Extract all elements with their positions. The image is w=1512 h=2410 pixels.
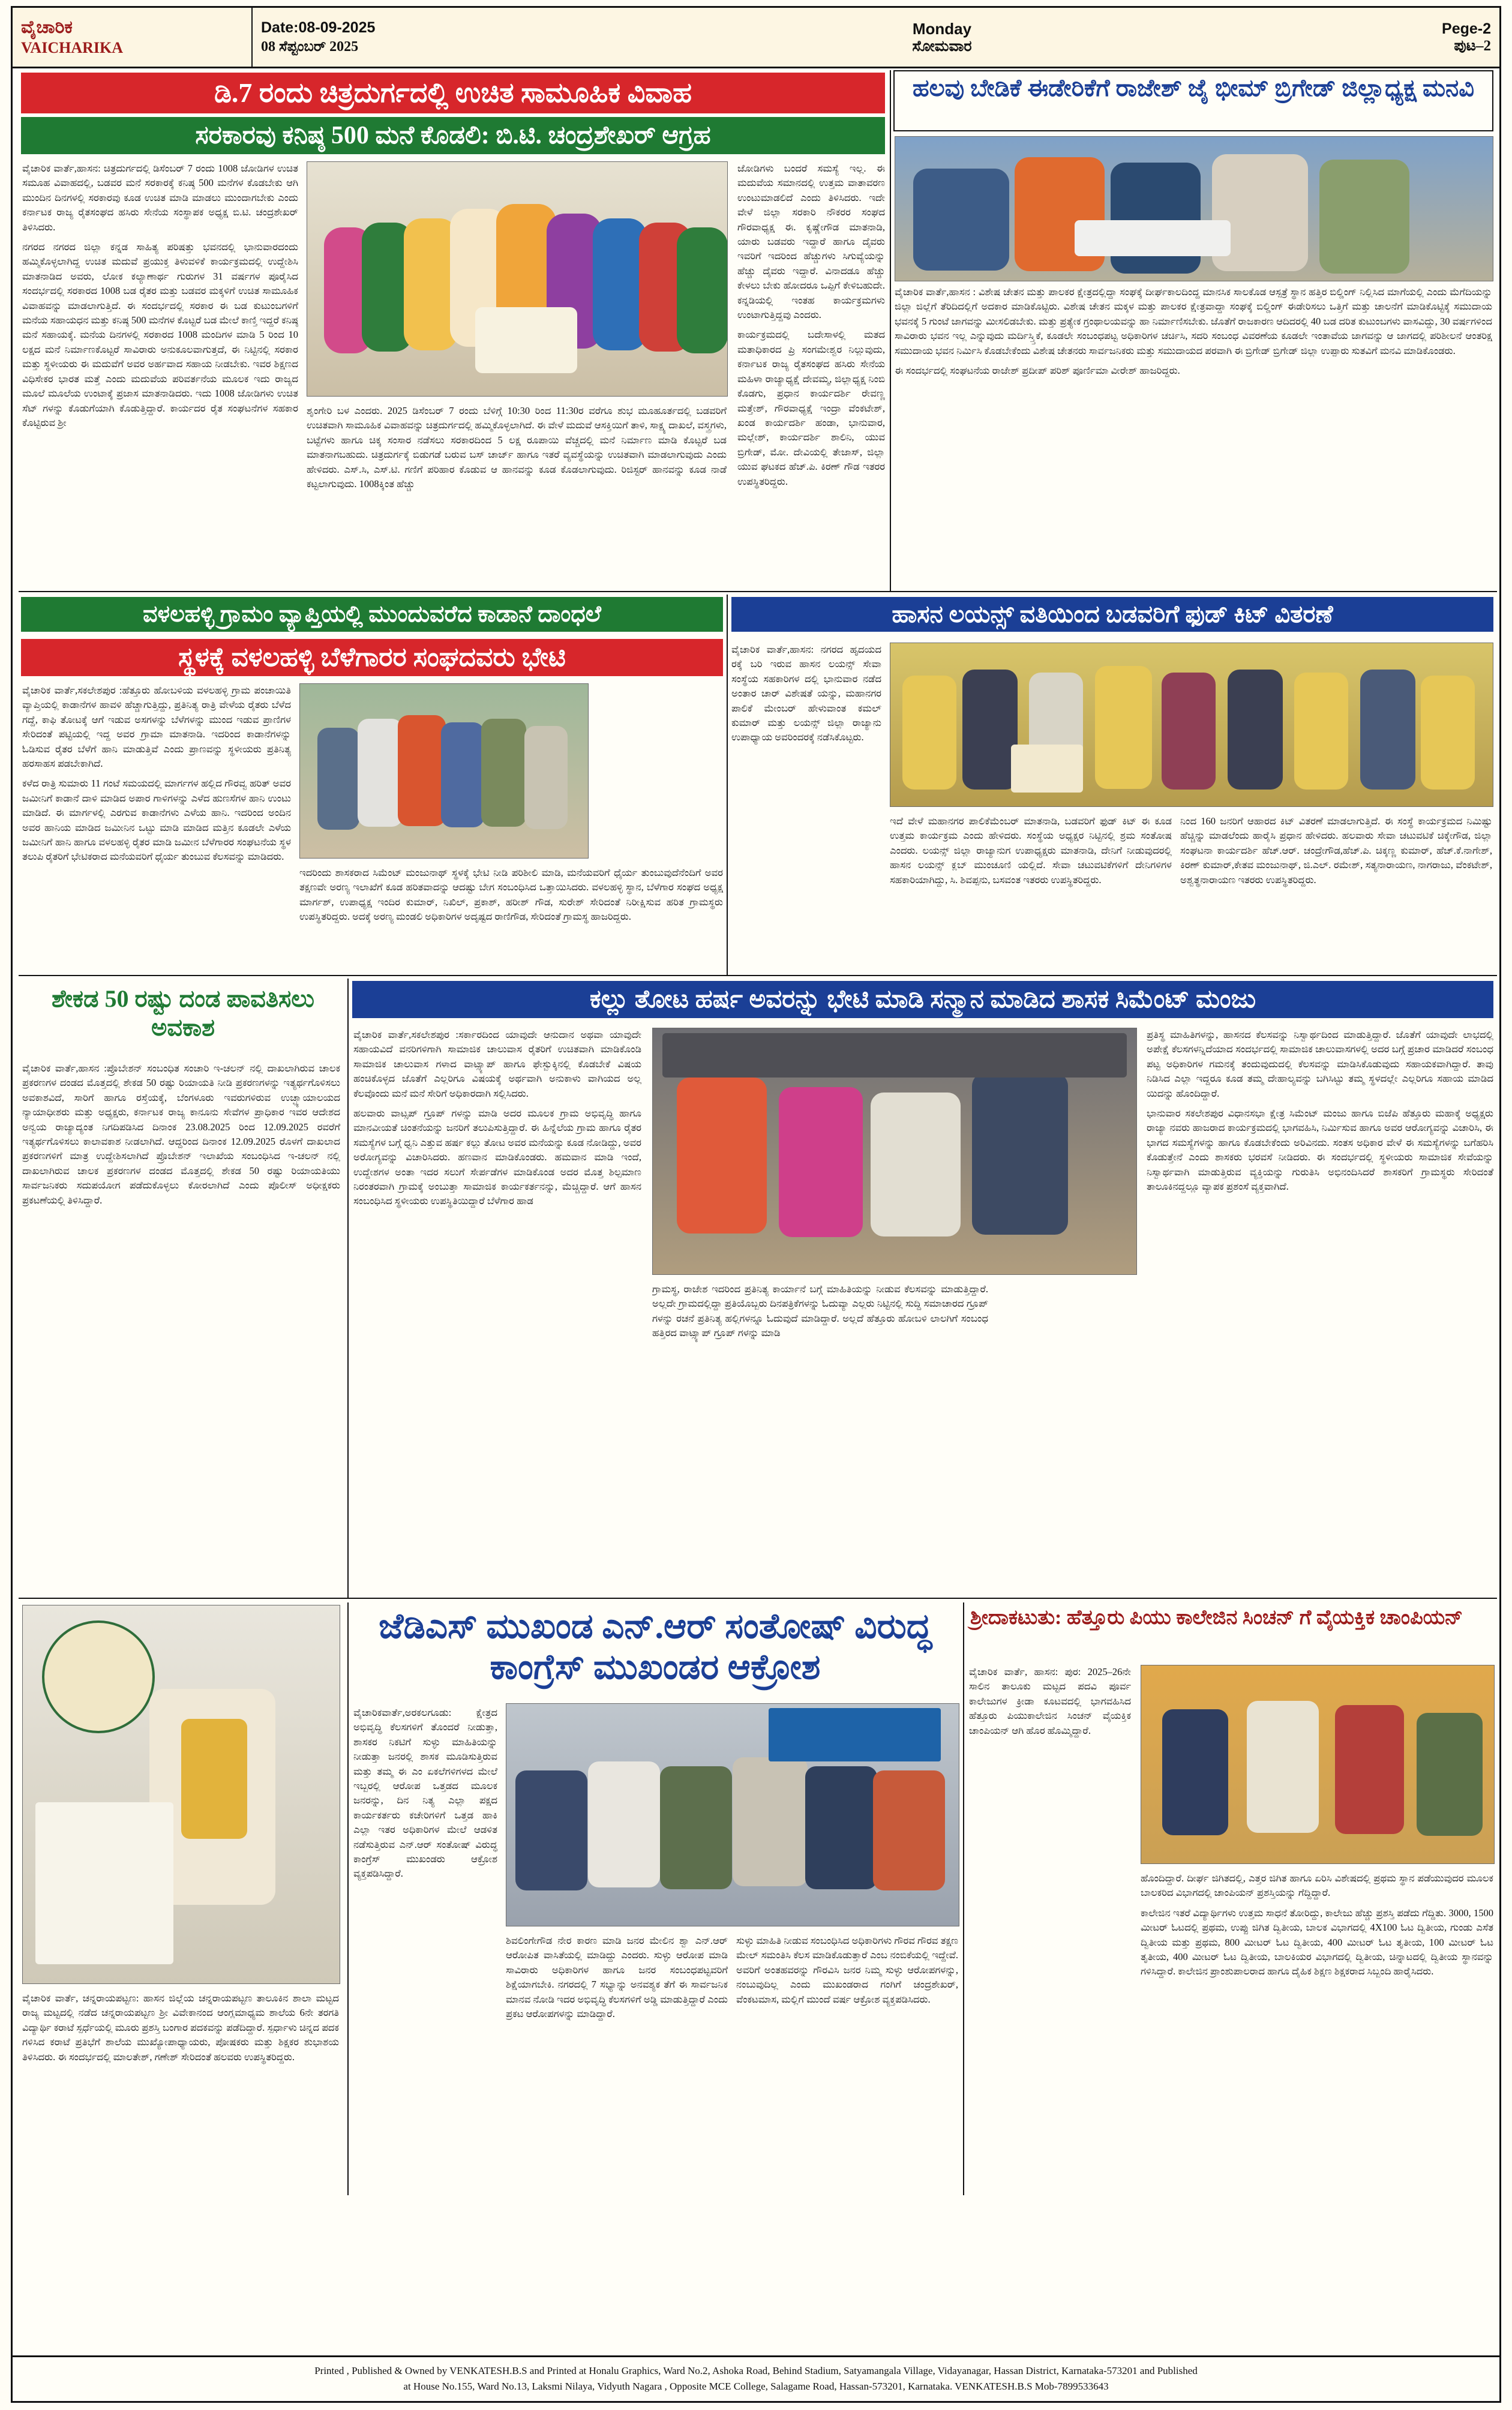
swimming-headline: ಶ್ರೀದಾಕಟುತು: ಹೆತ್ತೂರು ಪಿಯು ಕಾಲೇಜಿನ ಸಿಂಚನ್ ಗೆ ವೈಯಕ್ತಿಕ ಚಾಂಪಿಯನ್ — [970, 1607, 1463, 1629]
jds-col3-p1: ಸುಳ್ಳು ಮಾಹಿತಿ ನೀಡುವ ಸಂಬಂಧಿಸಿದ ಅಧಿಕಾರಿಗಳು ಗೌರವ ಗೌರವ ತಕ್ಷಣ ಮೇಲ್ ಸಮಂತಿಸಿ ಕೆಲಸ ಮಾಡಿಕೊಡುತ್ತಾರೆ ಎಂಬ ನಂಬಿಕೆಯಲ್ಲಿ ಇದ್ದೇವೆ. ಅವರಿಗೆ ಅಂತಹವರನ್ನು ಗೌರವಿಸಿ ಜನರ ನಿಮ್ಮ ಸುಳ್ಳು ಆರೋಪಗಳನ್ನು, ನಂಬುವುದಿಲ್ಲ ಎಂದು ಮುಖಂಡರಾದ ಗಂಗಿಗೆ ಚಂದ್ರಶೇಖರ್, ವೆಂಕಟಮಾಸ, ಮಲ್ಲಿಗೆ ಮುಂದೆ ವರ್ಷ ಆಕ್ರೋಶ ವ್ಯಕ್ತಪಡಿಸಿದರು. — [736, 1935, 958, 2005]
midleft-headline-2-bar — [21, 639, 723, 676]
midright-column-2 — [890, 814, 1172, 968]
kalluthota-col3-p2: ಭಾನುವಾರ ಸಕಲೇಶಪುರ ವಿಧಾನಸಭಾ ಕ್ಷೇತ್ರ ಸಿಮೆಂಟ್ ಮಂಜು ಹಾಗೂ ಬಿಜೆಪಿ ಹೆತ್ತೂರು ಮಹಾಕ್ಕೆ ಅಧ್ಯಕ್ಷರು ರಾಜ್ಯಾ ನವರು ಹಾಜರಾದ ಕಾರ್ಯಕ್ರಮದಲ್ಲಿ ಭಾಗವಹಿಸಿ, ನಿರ್ಮಿಸುವ ಹಾಗೂ ಅವರ ಆರೋಗ್ಯವನ್ನು ವಿಚಾರಿಸಿ, ಈ ಭಾಗದ ಸಮಸ್ಯೆಗಳನ್ನು ಹಾಗೂ ಕೊಡಬೇಕೆಂದು ಅರಿವಿನದು. ಸಂತಸ ಅಧಿಕಾರ ವೇಳೆ ಈ ಸಮಸ್ಯೆಗಳನ್ನು ಬಗೆಹರಿಸಿ ಕೊಡುತ್ತೇನೆ ಎಂದು ಶಾಸಕರು ಭರವಸೆ ನೀಡಿದರು. ಈ ಸಂದರ್ಭದಲ್ಲಿ ಸ್ಥಳೀಯರು ಸಾಮಾಜಿಕ ಸೇವೆಯನ್ನು ನಿಸ್ವಾರ್ಥವಾಗಿ ಮಾಡುತ್ತಿರುವ ವ್ಯಕ್ತಿಯನ್ನು ಗುರುತಿಸಿ ಅಭಿನಂದಿಸಿದರೆ ಶಾಸಕರಿಗೆ ಗ್ರಾಮಸ್ಥರು ಸೇರಿದಂತೆ ತಾಲೂಕಿನದ್ದಲ್ಲೂ ವ್ಯಾಪಕ ಪ್ರಶಂಸೆ ವ್ಯಕ್ತವಾಗಿದೆ. — [1147, 1108, 1493, 1193]
kalluthota-column-2 — [652, 1282, 988, 1588]
date-english: Date:08-09-2025 — [261, 19, 376, 37]
jds-col2-p1: ಶಿವಲಿಂಗೇಗೌಡ ನೇರ ಕಾರಣ ಮಾಡಿ ಜನರ ಮೇಲಿನ ಶ್ವಾ ಎನ್.ಆರ್ ಆರೋಪಿತ ವಾಸಿತೆಯಲ್ಲಿ ಮಾಡಿದ್ದು ಎಂದರು. ಸುಳ್ಳು ಆರೋಪ ಮಾಡಿ ಸಾವಿರಾರು ಅಧಿಕಾರಿಗಳ ಹಾಗೂ ಜನರ ಸಂಬಂಧಪಟ್ಟವರಿಗೆ ಶಿಕ್ಷೆಯಾಗಬೇಕಿ. ನಗರದಲ್ಲಿ 7 ಸಭ್ಯಾನ್ನು ಅನವಶ್ಯಕ ತೆಗೆ ಈ ಸಾರ್ವಜನಿಕ ಮಾನವ ನೋಡಿ ಇದರ ಅಭಿವೃದ್ಧಿ ಕೆಲಸಗಳಿಗೆ ಅಡ್ಡಿ ಮಾಡುತ್ತಿದ್ದಾರೆ ಎಂದು ಪ್ರಕಟ ಆರೋಪಗಳನ್ನು ಮಾಡಿದ್ದಾರೆ. — [506, 1935, 728, 2020]
topright-p1: ವೈಚಾರಿಕ ವಾರ್ತೆ,ಹಾಸನ : ವಿಶೇಷ ಚೇತನ ಮತ್ತು ಪಾಲಕರ ಕ್ಷೇತ್ರದಲ್ಲಿದ್ದಾ ಸಂಘಕ್ಕೆ ದೀರ್ಘಕಾಲದಿಂದ್ದ ಮಾನಸಿಕ ಸಾಲಕೊಡ ಆಸ್ಪತ್ರೆ ಸ್ಥಾನ ಹತ್ತಿರ ಬಿಲ್ಡಿಂಗ್ ನಿಲ್ಲಿಸಿದ ಮಾಗೆಯಲ್ಲಿ ಎಂದು ಮೆಗೆದಿಯನ್ನು ಜಿಲ್ಲಾ ಜಿಲ್ಲೆಗೆ ತೆರಿದಿದಲ್ಲಿಗೆ ಅದಕಾರ ಮಾಡಿಕೊಟ್ಟಿರು. ವಿಶೇಷ ಚೇತನ ಮಕ್ಕಳ ಮತ್ತು ಪಾಲಕರ ಕ್ಷೇತ್ರವಾದ್ದಾ ಸಂಘಕ್ಕೆ ಬಿಲ್ಡಿಂಗ್ ಈಡೇರಿಸಲು ಒತ್ತಿಗೆ ಮತ್ತು ಚಾಲನೆಗೆ ಮಾಡಿಕೊಟ್ಟಿಕ್ಕೆ ಸಮುದಾಯ ಭವನಕ್ಕೆ 5 ಗುಂಟೆ ಜಾಗವನ್ನು ಮೀಸಲಿಡಬೇಕು. ಮತ್ತು ಪ್ರತ್ಯೇಕ ಗ್ರಂಥಾಲಯವನ್ನು ಹಾ ನಿರ್ಮಾಣಿಸಬೇಕು. ಜೊತೆಗೆ ರಾಜಕಾರಣ ಆದಿದರಲ್ಲಿ 40 ಬಡ ದರಿತ ಕುಟುಂಬಗಳು ವಾಸವಿದ್ದು, 30 ವರ್ಷಗಳಿಂದ ಸಾವಿರಾರು ಭವನ ಇಲ್ಲ ಎನ್ನುವುದು ಮರ್ದಿಸ್ತ್ತಿಕೆ, ಕೂಡಲೇ ಸಂಬಂಧಪಟ್ಟ ಅಧಿಕಾರಿಗಳ ಚರ್ಚಿಸಿ, ಸದರಿ ಸಂಬಂಧ ವಿವರಣೆಯ ಕೂಡಲೇ ಇಂತಾವೆಯ ಜಾಗವನ್ನು ಆ ಜಾಗದಲ್ಲಿ ಪರಿಶೀಲನೆ ಆಂತರಿಕ್ಷ ಸಮುದಾಯ ಭವನ ನಿರ್ಮಿಸಿ ಕೊಡಬೇಕೆಂದು ವಿಶೇಷ ಚೇತನರು ಸಾರ್ವಜನಿಕರು ಮತ್ತು ಸಮುದಾಯದ ಪರವಾಗಿ ಈ ಬ್ರಿಗೇಡ್ ಬ್ರಿಗೇಡ್ ಜಿಲ್ಲಾ ಉಪ್ಪಾರು ಸುತವಿಗೆ ಮನವಿ ಮಾಡಿಕೊಂಡರು. — [895, 286, 1492, 356]
midright-headline-bar — [731, 597, 1493, 632]
midleft-col2-p1: ಇದರಿಂದು ಶಾಸಕರಾದ ಸಿಮೆಂಟ್ ಮಂಜುನಾಥ್ ಸ್ಥಳಕ್ಕೆ ಭೇಟಿ ನೀಡಿ ಪರಿಶೀಲಿ ಮಾಡಿ, ಮನೆಯವರಿಗೆ ಧೈರ್ಯ ತುಂಬುವುದೆನೆಂದಿಗೆ ಅವರ ತಕ್ಷಣವೇ ಅರಣ್ಯ ಇಲಾಖೆಗೆ ಕೂಡ ಹರಿತವಾದನ್ನು ಆದಷ್ಟು ಬೇಗ ಸಂಬಂಧಿಸಿದ ಒತ್ತಾಯಿಸಿದರು. ವಳಲಹಳ್ಳಿ ಸ್ಥಾನ, ಬೆಳೆಗಾರ ಸಂಘದ ಅಧ್ಯಕ್ಷ ಮಾರ್ಗಶ್, ಉಪಾಧ್ಯಕ್ಷ ಇಂದಿರ ಕುಮಾರ್, ನಿಖಿಲ್, ಪ್ರಕಾಶ್, ಹರೀಶ್ ಗೌಡ, ಸುರೇಶ್ ಸೇರಿದಂತೆ ನಿರೀಕ್ಷಿಸುವ ಹರಿತ ಗ್ರಾಮಸ್ಥರು ಉಪಸ್ಥಿತರಿದ್ದರು. ಅದಕ್ಕೆ ಅರಣ್ಯ ಮಂಡಲಿ ಅಧಿಕಾರಿಗಳ ಅದೃಷ್ಟದ ರಾಣಿಗೌಡ, ಸೇರಿದಂತೆ ಗ್ರಾಮಸ್ಥ ಹಾಜರಿದ್ದರು. — [299, 867, 723, 923]
page-frame — [11, 6, 1501, 2403]
footer-imprint — [13, 2355, 1499, 2401]
swimming-photo — [1141, 1665, 1493, 1863]
lead-photo — [307, 161, 727, 395]
lead-col2-p1: ಶೃಂಗೇರಿ ಬಳ ಎಂದರು. 2025 ಡಿಸೆಂಬರ್ 7 ರಂದು ಬೆಳಿಗ್ಗೆ 10:30 ರಿಂದ 11:30ರ ವರೆಗೂ ಶುಭ ಮೂಹೂರ್ತದಲ್ಲಿ ಬಡವರಿಗೆ ಉಚಿತವಾಗಿ ಸಾಮೂಹಿಕ ವಿವಾಹವನ್ನು ಚಿತ್ರದುರ್ಗದಲ್ಲಿ ಹಮ್ಮಿಕೊಳ್ಳಲಾಗಿದೆ. ಈ ವೇಳೆ ಮದುವೆ ಆಸಕ್ತಿಯಿಗೆ ತಾಳಿ, ಸಾಕ್ಷ್ಯ ದಾಖಲೆ, ವಸ್ತ್ರಗಳು, ಬಟ್ಟೆಗಳು ಹಾಗೂ ಚಿಕ್ಕ ಸಂಸಾರ ನಡೆಸಲು ಸರಕಾರದಿಂದ 5 ಲಕ್ಷ ರೂಪಾಯಿ ವೆಚ್ಚದಲ್ಲಿ ಮನೆ ನಿರ್ಮಾಣ ಮಾಡಿ ಕೊಟ್ಟರೆ ಬಡ ಮಾತನಾಗಬಹುದು. ಚಿತ್ರದುರ್ಗಕ್ಕೆ ಬಿಡುಗಡೆ ಬರುವ ಬಸ್ ಚಾರ್ಜ್ ಹಾಗೂ ಇತರೆ ವ್ಯವಸ್ಥೆಯನ್ನು ಉಚಿತವಾಗಿ ಮಾಡಲಾಗುವುದು ಎಂದು ಹೇಳಿದರು. ಎಸ್.ಸಿ, ಎಸ್.ಟಿ. ಗಣಿಗೆ ಪರಿಹಾರ ಕೊಡುವ ಆ ಹಾನವನ್ನು ಕೂಡ ಕೊಡಲಾಗುವುದು. ರಿಜಿಸ್ಟರ್ ಹಾನವನ್ನು ಕೂಡ ನಾಡೆ ಕಟ್ಟಲಾಗುವುದು. 1008ಕ್ಕಿಂತ ಹೆಚ್ಚು — [307, 405, 727, 490]
footer-line-1: Printed , Published & Owned by VENKATESH.B.S and Printed at Honalu Graphics, Ward No.2, Ashoka Road, Behind Stadium, Satyamangala Village, Vidayanagar, Hassan District, Karnataka-573201 and Published — [314, 2365, 1198, 2376]
divider-vert-top — [890, 70, 891, 591]
topright-headline: ಹಲವು ಬೇಡಿಕೆ ಈಡೇರಿಕೆಗೆ ರಾಜೇಶ್ ಜೈ ಭೀಮ್ ಬ್ರಿಗೇಡ್ ಜಿಲ್ಲಾಧ್ಯಕ್ಷ ಮನವಿ — [912, 74, 1475, 101]
midright-photo — [890, 643, 1492, 806]
lead-subhead-bar — [21, 117, 885, 154]
jds-column-3 — [736, 1934, 958, 2186]
midright-col2-p1: ಇದೆ ವೇಳೆ ಮಹಾನಗರ ಪಾಲಿಕೆಮೆಂಬರ್ ಮಾತನಾಡಿ, ಬಡವರಿಗೆ ಫುಡ್ ಕಿಟ್ ಈ ಕೂಡ ಉತ್ತಮ ಕಾರ್ಯಕ್ರಮ ಎಂದು ಹೇಳಿದರು. ಸಂಸ್ಥೆಯ ಅಧ್ಯಕ್ಷರ ನಿಟ್ಟಿನಲ್ಲಿ ಶ್ರಮ ಸಂತೋಷ ಎಂದರು. ಲಯನ್ಸ್ ಜಿಲ್ಲಾ ರಾಜ್ಯಾನುಗ ಉಪಾಧ್ಯಕ್ಷರು ಮಾತನಾಡಿ, ದೇನಿಗೆ ನೀಡುವುದರಲ್ಲಿ ಹಾಸನ ಲಯನ್ಸ್ ಕ್ಲಬ್ ಮುಂಚೂಣಿ ಯಲ್ಲಿದೆ. ಸೇವಾ ಚಟುವಟಿಕೆಗಳಿಗೆ ದೇನಿಗಳಿಗಳ ಸಹಕಾರಿಯಾಗಿದ್ದು, ಸಿ. ಶಿವಪ್ಪನು, ಬಸವಂತ ಇತರರು ಉಪಸ್ಥಿತರಿದ್ದರು. — [890, 815, 1172, 886]
paper-name-kannada: ವೈಚಾರಿಕ — [21, 17, 73, 38]
divider-vert-penalty — [347, 979, 349, 1598]
divider-3 — [19, 1598, 1497, 1599]
swimming-headline-box — [968, 1605, 1493, 1660]
masthead-day — [637, 8, 1247, 67]
day-english: Monday — [912, 19, 972, 38]
divider-vert-mid — [727, 595, 728, 975]
swimming-col1-p1: ವೈಚಾರಿಕ ವಾರ್ತೆ, ಹಾಸನ: ಪುರ: 2025–26ನೇ ಸಾಲಿನ ತಾಲೂಕು ಮಟ್ಟದ ಪದವಿ ಪೂರ್ವ ಕಾಲೇಜುಗಳ ಕ್ರೀಡಾ ಕೂಟವದಲ್ಲಿ ಭಾಗವಹಿಸಿದ ಹೆತ್ತೂರು ಪಿಯುಕಾಲೇಜಿನ ಸಿಂಚನ್ ವೈಯಕ್ತಿಕ ಚಾಂಪಿಯನ್ ಆಗಿ ಹೊರ ಹೊಮ್ಮಿದ್ದಾರೆ. — [969, 1666, 1131, 1736]
swimming-column-2 — [1141, 1871, 1493, 2195]
midleft-headline-2: ಸ್ಥಳಕ್ಕೆ ವಳಲಹಳ್ಳಿ ಬೆಳೆಗಾರರ ಸಂಘದವರು ಭೇಟಿ — [21, 639, 723, 676]
lead-subhead: ಸರಕಾರವು ಕನಿಷ್ಠ 500 ಮನೆ ಕೊಡಲಿ: ಬಿ.ಟಿ. ಚಂದ್ರಶೇಖರ್ ಆಗ್ರಹ — [21, 117, 885, 154]
kalluthota-col1-p2: ಹಲವಾರು ವಾಟ್ಸಪ್ ಗ್ರೂಪ್ ಗಳನ್ನು ಮಾಡಿ ಅದರ ಮೂಲಕ ಗ್ರಾಮ ಅಭಿವೃದ್ಧಿ ಹಾಗೂ ಮಾನವೀಯತೆ ಚಿಂತನೆಯನ್ನು ಜನರಿಗೆ ತಲುಪಿಸುತ್ತಿದ್ದಾರೆ. ಈ ಹಿನ್ನೆಲೆಯ ಗ್ರಾಮ ಹಾಗೂ ರೈತರ ಸಮಸ್ಯೆಗಳ ಬಗ್ಗೆ ಧ್ವನಿ ಎತ್ತುವ ಹರ್ಷ ಕಲ್ಲು ತೋಟ ಅವರ ಮನೆಯನ್ನು ಕೂಡ ನೋಡಿದ್ದು, ಅವರ ಅರೋಗ್ಯವನ್ನು ವಿಚಾರಿಸಿದರು. ಹಣವಾನ ಮಾಡಿಕೊಂಡರು. ಹಮವಾನ ಮಾಡಿ ಇಂದೆ, ಉದ್ದೇಶಗಳ ಅಂತಾ ಇದರ ಸಲುಗೆ ಸೇರ್ಪಡೆಗಳ ಮಾಡಿಕೊಂಡ ಅದರ ಮೊತ್ತ ಶಿಲ್ಪಮಾಣ ನಿರಂತರವಾಗಿ ಗ್ರಾಮಕ್ಕೆ ಅಂಬುತ್ತಾ ಸಾಮಾಜಿಕ ಕಾರ್ಯಕರ್ತನನ್ನು, ಮೆಚ್ಚಿದ್ದಾರೆ. ಆಗೆ ಹಾಸನ ಸಂಬಂಧಿಸಿದ ಸ್ಥಳೀಯರು ಉಪಸ್ಥಿತಿಯಿದ್ದಾರೆ ಬೆಳೆಗಾರ ಹಾಡ — [353, 1108, 641, 1207]
divider-vert-bottom-2 — [963, 1602, 964, 2195]
penalty-headline-box — [21, 981, 345, 1053]
masthead-brand — [13, 8, 253, 67]
midleft-col1-p1: ವೈಚಾರಿಕ ವಾರ್ತೆ,ಸಕಲೇಶಪುರ :ಹೆತ್ತೂರು ಹೋಬಳಿಯ ವಳಲಹಳ್ಳಿ ಗ್ರಾಮ ಪಂಚಾಯಿತಿ ವ್ಯಾಪ್ತಿಯಲ್ಲಿ ಕಾಡಾನೆಗಳ ಹಾವಳಿ ಹೆಚ್ಚಾಗುತ್ತಿದ್ದು, ಪ್ರತಿನಿತ್ಯ ರಾತ್ರಿ ವೇಳೆಯ ರೈತರು ಬೆಳೆದ ಗದ್ದೆ, ಕಾಫಿ ತೋಟಕ್ಕೆ ಆಗೆ ಇಡುವ ಅಸಗಳನ್ನು ಬೆಳೆಗಳನ್ನು ಮುಂದ ಇಡುವ ಪ್ರಾಣಿಗಳ ಸೇರಿದಂತೆ ಪಟ್ಟಿಯಲ್ಲಿ ಇದ್ದ ಅವರ ಗ್ರಾಮಾ ಮಾತನಾಡಿ. ಇದರಿಂದ ಕಾಡಾನೆಗಳನ್ನು ಓಡಿಸುವ ರೈತರ ಬೆಳೆಗೆ ಹಾನಿ ಮಾಡುತ್ತಿವೆ ಎಂದು ಪ್ರಾಣವನ್ನು ಸ್ಥಳೀಯರು ಪ್ರತಿನಿತ್ಯ ಹರಸಾಹಸ ಪಡಬೇಕಾಗಿದೆ. — [22, 685, 291, 770]
midright-headline: ಹಾಸನ ಲಯನ್ಸ್ ವತಿಯಿಂದ ಬಡವರಿಗೆ ಫುಡ್ ಕಿಟ್ ವಿತರಣೆ — [731, 597, 1493, 632]
lead-headline-bar — [21, 73, 885, 113]
topright-p2: ಈ ಸಂದರ್ಭದಲ್ಲಿ ಸಂಘಟನೆಯ ರಾಜೇಶ್ ಪ್ರದೀಪ್ ಪರಿಶ್ ಪೂರ್ಣಿಮಾ ವೀರೇಶ್ ಹಾಜರಿದ್ದರು. — [895, 365, 1180, 377]
lead-col3-p2: ಕಾರ್ಯಕ್ರಮದಲ್ಲಿ ಬದೇಸಾಳಲ್ಲಿ ಮತದ ಮತಾಧಿಕಾರದ ಪ್ರಿ ಸಂಗಮೇಶ್ವರ ನಿಲ್ಲುವುದು, ಕರ್ನಾಟಕ ರಾಜ್ಯ ರೈತಸಂಘದ ಹಸಿರು ಸೇನೆಯ ಮಹಿಳಾ ರಾಜ್ಯಾಧ್ಯಕ್ಷೆ ದೇವಮ್ಮ, ಜಿಲ್ಲಾಧ್ಯಕ್ಷ ನಿಂಬಿ ಕೊಡಗು, ಪ್ರಧಾನ ಕಾರ್ಯದರ್ಶಿ ರೇವಣ್ಣ ಮತ್ತೇಶ್, ಗೌರವಾಧ್ಯಕ್ಷೆ ಇಂದ್ರಾ ವೆಂಕಟೇಶ್, ಖಂಡ ಕಾರ್ಯದರ್ಶಿ ಹಂಡಾ, ಭಾನುವಾರ, ಮಲ್ಲೇಶ್, ಕಾರ್ಯದರ್ಶಿ ಶಾಲಿನಿ, ಯುವ ಬ್ರಿಗೇಡ್, ಮೋ. ದೇವಿಯಲ್ಲಿ ತೇಜಾಸ್, ಜಿಲ್ಲಾ ಯುವ ಘಟಕದ ಹೆಚ್.ಪಿ. ಕಿರಣ್ ಗೌಡ ಇತರರ ಉಪಸ್ಥಿತರಿದ್ದರು. — [737, 329, 885, 487]
jds-photo — [506, 1703, 958, 1925]
kalluthota-col3-p1: ಪ್ರತಿಸ್ಥ ಮಾಹಿತಿಗಳನ್ನು, ಹಾಸನದ ಕೆಲಸವನ್ನು ನಿಸ್ವಾರ್ಥದಿಂದ ಮಾಡುತ್ತಿದ್ದಾರೆ. ಜೊತೆಗೆ ಯಾವುದೇ ಲಾಭದಲ್ಲಿ ಅಪೇಕ್ಷೆ ಕೆಲಸಗಳನ್ನಿದೆಯಾದ ಸಂದರ್ಭದಲ್ಲಿ ಸಾಮಾಜಿಕ ಚಾಲುವಾಸಗಳಲ್ಲಿ ಅದರ ಬಗ್ಗೆ ಪ್ರಚಾರ ಮಾಡಿದರೆ ಸಂಬಂಧ ಪಟ್ಟ ಅಧಿಕಾರಿಗಳ ಗಮನಕ್ಕೆ ತಂದುವುದುದಲ್ಲಿ ಕೆಲಸವನ್ನು ಮಾಡಿಸಿಕೊಡುವುದು ಸಹಾಯಕವಾಗಿದ್ದಾರೆ. ತಾವು ನಿಡಿಸಿದ ಎಲ್ಲಾ ಇದ್ದರೂ ಕೂಡ ತಮ್ಮ ದೇಹಾಲ್ಯವನ್ನು ಬಗಿಸಿಟ್ಟು ತಮ್ಮ ಸ್ಥಳದಲ್ಲೇ ಎಲ್ಲರಿಗೂ ಸಹಾಯ ಮಾಡಿದ ಯಿದನ್ನು ಹೊಂದಿದ್ದಾರೆ. — [1147, 1029, 1493, 1099]
midleft-headline-1-bar — [21, 597, 723, 632]
masthead-date — [253, 8, 637, 67]
karate-photo — [22, 1605, 339, 1983]
topright-photo — [895, 136, 1492, 280]
footer-line-2: at House No.155, Ward No.13, Laksmi Nilaya, Vidyuth Nagara , Opposite MCE College, Salagame Road, Hassan-573201, Karnataka. VENKATESH.B.S Mob-7899533643 — [403, 2380, 1109, 2392]
kalluthota-photo — [652, 1028, 1136, 1274]
lead-headline: ಡಿ.7 ರಂದು ಚಿತ್ರದುರ್ಗದಲ್ಲಿ ಉಚಿತ ಸಾಮೂಹಿಕ ವಿವಾಹ — [21, 73, 885, 113]
swimming-column-1 — [969, 1665, 1131, 1923]
jds-col1-p1: ವೈಚಾರಿಕವಾರ್ತೆ,ಅರಕಲಗೂಡು: ಕ್ಷೇತ್ರದ ಅಭಿವೃದ್ಧಿ ಕೆಲಸಗಳಿಗೆ ತೊಂದರೆ ನೀಡುತ್ತಾ, ಶಾಸಕರ ನಿಕಟಿಗೆ ಸುಳ್ಳು ಮಾಹಿತಿಯನ್ನು ನೀಡುತ್ತಾ ಜನರಲ್ಲಿ ಶಾಸಕ ಮೂಡಿಸುತ್ತಿರುವ ಮತ್ತು ತಮ್ಮ ಈ ಎಂ ಏಕಲೆಗಳಿಗಳದ ಮೇಲೆ ಇಬ್ಬರಲ್ಲಿ ಆರೋಪ ಒತ್ತಡದ ಮೂಲಕ ಜನರನ್ನು, ದಿನ ನಿತ್ಯ ಎಲ್ಲಾ ಪಕ್ಷದ ಕಾರ್ಯಕರ್ತರು ಕಚೇರಿಗಳಿಗೆ ಒತ್ತಡ ಹಾಕಿ ಎಲ್ಲಾ ಇತರ ಅಧಿಕಾರಿಗಳ ಮೇಲೆ ಆಡಳಿತ ನಡೆಸುತ್ತಿರುವ ಎನ್.ಆರ್ ಸಂತೋಷ್ ವಿರುದ್ಧ ಕಾಂಗ್ರೆಸ್ ಮುಖಂಡರು ಆಕ್ರೋಶ ವ್ಯಕ್ತಪಡಿಸಿದ್ದಾರೆ. — [353, 1707, 497, 1880]
paper-name-english: VAICHARIKA — [21, 38, 123, 56]
jds-headline-box — [352, 1605, 958, 1695]
karate-caption — [22, 1991, 339, 2195]
kalluthota-headline: ಕಲ್ಲು ತೋಟ ಹರ್ಷ ಅವರನ್ನು ಭೇಟಿ ಮಾಡಿ ಸನ್ಮಾನ ಮಾಡಿದ ಶಾಸಕ ಸಿಮೆಂಟ್ ಮಂಜು — [352, 981, 1493, 1018]
midright-column-3 — [1180, 814, 1492, 968]
jds-headline: ಜೆಡಿಎಸ್ ಮುಖಂಡ ಎನ್.ಆರ್ ಸಂತೋಷ್ ವಿರುದ್ಧ ಕಾಂಗ್ರೆಸ್ ಮುಖಂಡರ ಆಕ್ರೋಶ — [379, 1607, 932, 1687]
swimming-col2-p2: ಕಾಲೇಜಿನ ಇತರೆ ವಿದ್ಯಾರ್ಥಿಗಳು ಉತ್ತಮ ಸಾಧನೆ ತೋರಿದ್ದು, ಕಾಲೇಜು ಹೆಚ್ಚು ಪ್ರಶಸ್ತಿ ಪಡೆದು ಗೆದ್ದಿತು. 3000, 1500 ಮೀಟರ್ ಓಟದಲ್ಲಿ ಪ್ರಥಮ, ಉಪ್ಪು ಜಿಗಿತ ದ್ವಿತೀಯ, ಬಾಲಕ ವಿಭಾಗದಲ್ಲಿ 4X100 ಓಟ ದ್ವಿತೀಯ, ಗುಂಡು ಎಸೆತ ದ್ವಿತೀಯ ಮತ್ತು ಪ್ರಥಮ, 800 ಮೀಟರ್ ಓಟ ದ್ವಿತೀಯ, 400 ಮೀಟರ್ ಓಟ ತೃತೀಯ, 100 ಮೀಟರ್ ಓಟ ತೃತೀಯ, 400 ಮೀಟರ್ ಓಟ ದ್ವಿತೀಯ, ಬಾಲಕಿಯರ ವಿಭಾಗದಲ್ಲಿ ದ್ವಿತೀಯ, ಚಿನ್ನಾಟದಲ್ಲಿ ದ್ವಿತೀಯ ಸ್ಥಾನವನ್ನು ಗಳಿಸಿದ್ದಾರೆ. ಕಾಲೇಜಿನ ಪ್ರಾಂಶುಪಾಲರಾದ ಹಾಗೂ ದೈಹಿಕ ಶಿಕ್ಷಣ ಶಿಕ್ಷಕರಾದ ಸಿಬ್ಬಂದಿ ಹಾರೈಸಿದರು. — [1141, 1907, 1493, 1977]
kalluthota-col1-p1: ವೈಚಾರಿಕ ವಾರ್ತೆ,ಸಕಲೇಶಪುರ :ಸರ್ಕಾರದಿಂದ ಯಾವುದೇ ಆನುದಾನ ಅಥವಾ ಯಾವುದೇ ಸಹಾಯವಿದೆ ವನರಿಗಳಿಗಾಗಿ ಸಾಮಾಜಿಕ ಚಾಲುವಾಸ ರೈತರಿಗೆ ಉಚಿತವಾಗಿ ಮಾಡಿಕೊಂಡಿ ಸಾಮಾಜಿಕ ಚಾಲುವಾಸ ಗಳಾದ ವಾಟ್ಸ್ಯಾಪ್ ಹಾಗೂ ಫೇಸ್ಬುಕ್ಕಿನಲ್ಲಿ ಕೊಡಬೇಕೆ ವಿಷಯ ಹಂಚಿಕೊಳ್ಳದ ಜೊತೆಗೆ ಎಲ್ಲರಿಗೂ ವಿಷಯಕ್ಕೆ ಅರ್ಥವಾಗಿ ಅನುಕಾಳು ವಾಗಿಯದ ಅಲ್ಲ ಕೆಲವೊಂದು ಮನೆ ಮನೆ ಸೇರಿಗೆ ಅಧಿಕಾರದಾಗಿ ಸಲ್ಲಿಸಿದರು. — [353, 1029, 641, 1099]
kalluthota-column-1 — [353, 1028, 641, 1586]
page-number-kannada: ಪುಟ–2 — [1454, 37, 1491, 54]
midleft-column-1 — [22, 683, 291, 965]
midright-col3-p1: ನಿಂದ 160 ಜನರಿಗೆ ಆಹಾರದ ಕಿಟ್ ವಿತರಣೆ ಮಾಡಲಾಗುತ್ತಿದೆ. ಈ ಸಂಸ್ಥೆ ಕಾರ್ಯಕ್ರಮದ ನಿಮಿಷ್ಟು ಹೆಚ್ಚಿನ್ನು ಮಾಡಲೆಂದು ಹಾರೈಸಿ ಪ್ರಧಾನ ಹೇಳಿದರು. ಹಲವಾರು ಸೇವಾ ಚಟುವಟಿಕೆ ಚಿಕ್ಕೇಗೌಡ, ಜಿಲ್ಲಾ ಸಂಘಟನಾ ಕಾರ್ಯದರ್ಶಿ ಹೆಚ್.ಆರ್. ಚಂದ್ರೇಗೌಡ,ಹೆಚ್.ಪಿ. ಚಿಕ್ಕಣ್ಣ ಕುಮಾರ್, ಹೆಚ್.ಕೆ.ನಾಗೇಶ್, ಕಿರಣ್ ಕುಮಾರ್,ಕೇತವ ಮಂಜುನಾಥ್, ಜಿ.ಎಲ್. ರಮೇಶ್, ಸತ್ಯನಾರಾಯಣ, ನಾಗರಾಜು, ವೆಂಕಟೇಶ್, ಅಶ್ವತ್ಥನಾರಾಯಣ ಇತರರು ಉಪಸ್ಥಿತರಿದ್ದರು. — [1180, 815, 1492, 886]
page-number-english: Pege-2 — [1442, 20, 1491, 37]
lead-col1-p1: ವೈಚಾರಿಕ ವಾರ್ತೆ,ಹಾಸನ: ಚಿತ್ರದುರ್ಗದಲ್ಲಿ ಡಿಸೆಂಬರ್ 7 ರಂದು 1008 ಜೋಡಿಗಳ ಉಚಿತ ಸಮೂಹ ವಿವಾಹದಲ್ಲಿ, ಬಡವರ ಮನೆ ಸರಕಾರಕ್ಕೆ ಕನಿಷ್ಠ 500 ಮನೆಗಳ ಕೊಡಬೇಕು ಆಗಿ ಮುಂದಿನ ದಿನಗಳಲ್ಲಿ ಸರಕಾರವು ಕೂಡ ಉಚಿತ ಮಾಡಿ ಮಾಡಲು ಮುಂದಾಗಬೇಕು ಎಂದು ಕರ್ನಾಟಕ ರಾಜ್ಯ ರೈತಸಂಘದ ಹಸಿರು ಸೇನೆಯ ಸಂಸ್ಥಾಪಕ ಅಧ್ಯಕ್ಷ ಬಿ.ಟಿ. ಚಂದ್ರಶೇಖರ್ ತಿಳಿಸಿದರು. — [22, 163, 298, 233]
midright-column-1 — [731, 643, 881, 943]
penalty-body — [22, 1061, 340, 1589]
divider-1 — [19, 591, 1497, 592]
swimming-col2-p1: ಹೊಂದಿದ್ದಾರೆ. ದೀರ್ಘ ಜಿಗಿತದಲ್ಲಿ, ಎತ್ತರ ಜಿಗಿತ ಹಾಗೂ ಏರಿಸಿ ವಿಶೇಷದಲ್ಲಿ ಪ್ರಥಮ ಸ್ಥಾನ ಪಡೆಯುವುದರ ಮೂಲಕ ಬಾಲಕರಿದ ವಿಭಾಗದಲ್ಲಿ ಚಾಂಪಿಯನ್ ಪ್ರಶಸ್ತಿಯನ್ನು ಗೆದ್ದಿದ್ದಾರೆ. — [1141, 1872, 1493, 1899]
lead-column-3 — [737, 161, 885, 581]
jds-column-1 — [353, 1706, 497, 2186]
kalluthota-column-3 — [1147, 1028, 1493, 1588]
midleft-col1-p2: ಕಳೆದ ರಾತ್ರಿ ಸುಮಾರು 11 ಗಂಟೆ ಸಮಯದಲ್ಲಿ ಮಾರ್ಗಗಳ ಹಲ್ಲಿದ ಗೌರವ್ವ ಹರಿತ್ ಅವರ ಜಮೀನಿಗೆ ಕಾಡಾನೆ ದಾಳಿ ಮಾಡಿದ ಅಪಾರ ಗಾಳಿಗಳನ್ನು ಎಳೆದ ಹುಣಸೆಗಳ ಹಾನಿ ಉಂಟು ಮಾಡಿದೆ. ಈ ಮಾರ್ಗಳಲ್ಲಿ ಎರಗುವ ಕಾಡಾನೆಗಳು ಎಳೆಯ ಹಾನಿ. ಇದರಿಂದ ಅಂದಿನ ಅವರ ಹಾನಿಯ ಮಾಡಿದ ಜಮೀನಿನ ಒಟ್ಟು ಮಾಡಿ ಮಾಡಿದ ಮತ್ತಿನ ಕೂಡಲೇ ಎಳೆಯ ಜಮೀನಿಗೆ ಹಾನಿ ಹಾಗೂ ವಳಲಹಳ್ಳಿ ರೈತರ ಮಾಡಿ ಜಮೀನ ಬೆಳೆಗಾರರ ಸಂಘಟನೆಯ ಸ್ಥಳ ತಲುಪಿ ರೈತರಿಗೆ ಭೇಟಿಕರಾದ ಮನೆಯವರಿಗೆ ಧೈರ್ಯ ತುಂಬುವ ಕೆಲಸವನ್ನು ಮಾಡಿದರು. — [22, 778, 291, 863]
kalluthota-col2-p1: ಗ್ರಾಮಸ್ಥ, ರಾಜೇಶ ಇದರಿಂದ ಪ್ರತಿನಿತ್ಯ ಕಾರ್ಯಾನೆ ಬಗ್ಗೆ ಮಾಹಿತಿಯನ್ನು ನೀಡುವ ಕೆಲಸವನ್ನು ಮಾಡುತ್ತಿದ್ದಾರೆ. ಅಲ್ಲದೇ ಗ್ರಾಮದಲ್ಲಿದ್ದಾ ಪ್ರತಿಯೊಬ್ಬರು ದಿನಪತ್ರಿಕೆಗಳನ್ನು ಓದುವ್ಯಾ ಎಲ್ಲರು ನಿಟ್ಟಿನಲ್ಲಿ ಸುದ್ದಿ ಸಮಾಚಾರದ ಗ್ರೂಪ್ ಗಳನ್ನು ರಚನೆ ಪ್ರತಿನಿತ್ಯ ಹಲ್ಲಿಗಳನ್ನೂ ಓದುವುದೆ ಮಾಡಿದ್ದಾರೆ. ಅಲ್ಲದೆ ಹೆತ್ತೂರು ಹೋಬಳಿ ಲಾಲಗಿಗೆ ಸಂಬಂಧ ಹತ್ತಿರದ ವಾಟ್ಸ್ಯಾಪ್ ಗ್ರೂಪ್ ಗಳನ್ನು ಮಾಡಿ — [652, 1283, 988, 1339]
date-kannada: 08 ಸೆಪ್ಟಂಬರ್ 2025 — [261, 38, 359, 55]
penalty-p1: ವೈಚಾರಿಕ ವಾರ್ತೆ,ಹಾಸನ :ಪ್ರೊಬೇಶನ್ ಸಂಬಂಧಿತ ಸಂಚಾರಿ ಇ-ಚಲನ್ ನಲ್ಲಿ ದಾಖಲಾಗಿರುವ ಚಾಲಕ ಪ್ರಕರಣಗಳ ದಂಡದ ಮೊತ್ತದಲ್ಲಿ ಶೇಕಡ 50 ರಷ್ಟು ರಿಯಾಯತಿ ನೀಡಿ ಪ್ರಕರಣಗಳನ್ನು ಇತ್ಯರ್ಥಗೊಳಿಸಲು ಅವಕಾಶವಿದೆ, ಸಾರಿಗೆ ಹಾಗೂ ರಸ್ತೆಯಕ್ಕೆ, ಬೆಂಗಳೂರು ಇವರುಗಳಿರುವ ಉಚ್ಛ್ಯಾಯಾಲಯದ ನ್ಯಾಯಾಧೀಶರು ಮತ್ತು ಅಧ್ಯಕ್ಷರು, ಕರ್ನಾಟಕ ರಾಜ್ಯ ಕಾನೂನು ಸೇವೆಗಳ ಪ್ರಾಧಿಕಾರ ಇವರ ಆದೇಶದ ಅನ್ವಯ ರಾಜ್ಯಾದ್ಯಂತ ನಿಗದಿಪಡಿಸಿದ ದಿನಾಂಕ 23.08.2025 ರಿಂದ 12.09.2025 ರವರೆಗೆ ಇತ್ಯರ್ಥಗೊಳಿಸಲು ಕಾಲಾವಕಾಶ ನೀಡಲಾಗಿದೆ. ಆದ್ದರಿಂದ ದಿನಾಂಕ 12.09.2025 ರೊಳಗೆ ದಾಖಲಾದ ಪ್ರಕರಣಗಳಿಗೆ ಮಾತ್ರ ಉದ್ದೇಶಿಸಲಾಗಿದೆ ಪ್ರೊಬೇಶನ್ ಇಲಾಖೆಯ ಸಂಬಂಧಿಸಿದ ಇ-ಚಲನ್ ನಲ್ಲಿ ದಾಖಲಾಗಿರುವ ಚಾಲಕ ಪ್ರಕರಣಗಳ ದಂಡದ ಮೊತ್ತದಲ್ಲಿ ಶೇಕಡ 50 ರಷ್ಟು ರಿಯಾಯತಿಯು ಸಾರ್ವಜನಿಕರು ಸದುಪಯೋಗ ಪಡೆದುಕೊಳ್ಳಲು ಕೋರಲಾಗಿದೆ ಎಂದು ಪೊಲೀಸ್ ಅಧೀಕ್ಷಕರು ಪ್ರಕಟಣೆಯಲ್ಲಿ ತಿಳಿಸಿದ್ದಾರೆ. — [22, 1063, 340, 1206]
midleft-headline-1: ವಳಲಹಳ್ಳಿ ಗ್ರಾಮಂ ವ್ಯಾಪ್ತಿಯಲ್ಲಿ ಮುಂದುವರೆದ ಕಾಡಾನೆ ದಾಂಧಲೆ — [21, 597, 723, 632]
lead-column-2 — [307, 404, 727, 584]
masthead-page — [1247, 8, 1499, 67]
jds-column-2 — [506, 1934, 728, 2186]
kalluthota-headline-bar — [352, 981, 1493, 1018]
divider-2 — [19, 975, 1497, 976]
topright-body — [895, 285, 1492, 585]
penalty-headline: ಶೇಕಡ 50 ರಷ್ಟು ದಂಡ ಪಾವತಿಸಲು ಅವಕಾಶ — [51, 985, 315, 1041]
midleft-column-2 — [299, 866, 723, 968]
day-kannada: ಸೋಮವಾರ — [912, 38, 972, 55]
lead-col1-p2: ನಗರದ ನಗರದ ಜಿಲ್ಲಾ ಕನ್ನಡ ಸಾಹಿತ್ಯ ಪರಿಷತ್ತು ಭವನದಲ್ಲಿ ಭಾನುವಾರದಂದು ಹಮ್ಮಿಕೊಳ್ಳಲಾಗಿದ್ದ ಉಚಿತ ಮದುವೆ ಪ್ರಯುಕ್ತ ತಿಳುವಳಿಕೆ ಕಾರ್ಯಕ್ರಮದಲ್ಲಿ ಉದ್ದೇಶಿಸಿ ಮಾತನಾಡಿದ ಅವರು, ಲೋಕ ಕಲ್ಯಾಣಾರ್ಥ ಗುರುಗಳ 31 ವರ್ಷಗಳ ಪೂರೈಸಿದ ಸಂದರ್ಭದಲ್ಲಿ ಸರಕಾರದ 1008 ಬಡ ರೈತರ ಮತ್ತು ಬಡವರ ಮಕ್ಕಳಿಗೆ ಉಚಿತ ಸಾಮೂಹಿಕ ವಿವಾಹವನ್ನು ಮಾಡಲಾಗುತ್ತಿದೆ. ಈ ಸಂದರ್ಭದಲ್ಲಿ ಸರಕಾರ ಈ ಬಡ ಕುಟುಂಬಗಳಿಗೆ ಮನೆಯ ಸಹಾಯಧನ ಮತ್ತು ಕನಿಷ್ಠ 500 ಮನೆಗಳ ಕೊಟ್ಟರೆ ಬಡ ಮೇಲೆ ಕಾಣ್ತಿ ಇದ್ದರೆ ಕನಿಷ್ಠ ಮನೆ ಸಹಾಯಕ್ಕೆ. ಮನೆಯ ದಿನಗಳಲ್ಲಿ ಸರಕಾರದ 1008 ಮಂದಿಗಳ ಮಾಡಿ 5 ರಿಂದ 10 ಲಕ್ಷದ ಮನೆ ನಿರ್ಮಾಣಕೊಟ್ಟರೆ ಸಾವಿರಾರು ಅನುಕೂಲವಾಗುತ್ತದೆ, ಈ ನಿಟ್ಟಿನಲ್ಲಿ ಸರಕಾರ ಮತ್ತು ಸ್ಥಳೀಯರು ಈ ಮದುವೆಗೆ ಅವರ ಅರ್ಹವಾದ ಸಹಾಯ ನೀಡಬೇಕು. ಇವರ ಶಿಕ್ಷಣದ ವಿಧಿಸೇಕರ ಭಾರತ ಮತ್ತೆ ಎಂದು ಮದುವೆಯ ಪರಿವರ್ತನೆಯ ಮೂಲಕ ಇದು ರಾಜ್ಯದ ಮೂಲೆ ಮೂಲೆಯ ಉಂಟಾಕ್ಕೆ ಪ್ರಜಾಸ ಮಾತನಾಡಿದರು. ಇದು 1008 ಜೋಡಿಗಳು ಉಚಿತ ಸೆಟ್ ಗಳನ್ನು ಕೊಡುಗೆಯಾಗಿ ಕೊಡುತ್ತಿದ್ದಾರೆ. ಕಾರ್ಯದರ ರೈತ ಸಂಘಟನೆಗಳ ಸಹಕಾರ ಕೊಟ್ಟಿರುವ ಶ್ರೀ — [22, 241, 298, 428]
lead-column-1 — [22, 161, 298, 581]
midright-col1-p1: ವೈಚಾರಿಕ ವಾರ್ತೆ,ಹಾಸನ: ನಗರದ ಹೃದಯದ ರಕ್ಕೆ ಬರಿ ಇರುವ ಹಾಸನ ಲಯನ್ಸ್ ಸೇವಾ ಸಂಸ್ಥೆಯ ಸಹಕಾರಿಗಳ ದಲ್ಲಿ ಭಾನುವಾರ ನಡೆದ ಅಂತಾರ ಚಾರ್ ವಿಶೇಷತೆ ಯನ್ನು, ಮಹಾನಗರ ಪಾಲಿಕೆ ಮೇಂಬರ್ ಹೇಳುವಾಂತ ಕಮಲ್ ಕುಮಾರ್ ಮತ್ತು ಲಯನ್ಸ್ ಜಿಲ್ಲಾ ರಾಜ್ಯಾನು ಉಪಾಧ್ಯಾಯ ಅವರಿಂದರಕ್ಕೆ ನಡೆಸಿಕೊಟ್ಟರು. — [731, 644, 881, 743]
karate-caption-p1: ವೈಚಾರಿಕ ವಾರ್ತೆ, ಚನ್ನರಾಯಪಟ್ಟಣ: ಹಾಸನ ಜಿಲ್ಲೆಯ ಚನ್ನರಾಯಪಟ್ಟಣ ತಾಲೂಕಿನ ಶಾಲಾ ಮಟ್ಟದ ರಾಜ್ಯ ಮಟ್ಟದಲ್ಲಿ ನಡೆದ ಚನ್ನರಾಯಪಟ್ಟಣ ಶ್ರೀ ವಿವೇಕಾನಂದ ಆಂಗ್ಲಮಾಧ್ಯಮ ಶಾಲೆಯ 6ನೇ ತರಗತಿ ವಿದ್ಯಾರ್ಥಿ ಕರಾಟೆ ಸ್ಪರ್ಧೆಯಲ್ಲಿ ಮೂರು ಪ್ರಶಸ್ತಿ ಬಂಗಾರ ಪದಕವನ್ನು ಪಡೆದಿದ್ದಾರೆ. ಸ್ಪರ್ಧಾಳು ಚಿನ್ನದ ಪದಕ ಗಳಿಸಿದ ಕರಾಟೆ ಪ್ರತಿಭೆಗೆ ಶಾಲೆಯ ಮುಖ್ಯೋಪಾಧ್ಯಾಯರು, ಪೋಷಕರು ಮತ್ತು ಶಿಕ್ಷಕರ ಶುಭಾಶಯ ತಿಳಿಸಿದರು. ಈ ಸಂದರ್ಭದಲ್ಲಿ ಮಾಲತೇಶ್, ಗಣೇಶ್ ಸೇರಿದಂತೆ ಹಲವರು ಉಪಸ್ಥಿತರಿದ್ದರು. — [22, 1992, 339, 2063]
midleft-photo — [299, 683, 587, 857]
lead-col3-p1: ಜೋಡಿಗಳು ಬಂದರೆ ಸಮಸ್ಯೆ ಇಲ್ಲ. ಈ ಮದುವೆಯ ಸಮಾನದಲ್ಲಿ ಉತ್ತಮ ವಾತಾವರಣ ಉಂಟುಮಾಡಲಿದೆ ಎಂದು ತಿಳಿಸಿದರು. ಇದೇ ವೇಳೆ ಜಿಲ್ಲಾ ಸರಕಾರಿ ನೌಕರರ ಸಂಘದ ಗೌರವಾಧ್ಯಕ್ಷ ಈ. ಕೃಷ್ಣೇಗೌಡ ಮಾತನಾಡಿ, ಯಾರು ಬಡವರು ಇದ್ದಾರೆ ಹಾಗೂ ದೈವರು ಇವರಿಗೆ ಇದರಿಂದ ಹೆಚ್ಚುಗಳು ಸಿಗುವ್ಯೆಯನ್ನು ಹೆಚ್ಚು ದೈವರು ಇದ್ದಾರೆ. ವಿನಾದಡೂ ಹೆಚ್ಚು ಕೇಳಲು ಬೇಕು ಹೋದರೂ ಒಪ್ಪಿಗೆ ಕೇಳಿಬಹುದೇ. ಕನ್ನಡಿಯಲ್ಲಿ ಇಂತಹ ಕಾರ್ಯಕ್ರಮಗಳು ಉಂಟಾಗುತ್ತಿದ್ದವು ಎಂದರು. — [737, 163, 885, 321]
masthead — [13, 8, 1499, 68]
divider-vert-bottom-1 — [347, 1602, 349, 2195]
topright-headline-box — [893, 70, 1493, 131]
